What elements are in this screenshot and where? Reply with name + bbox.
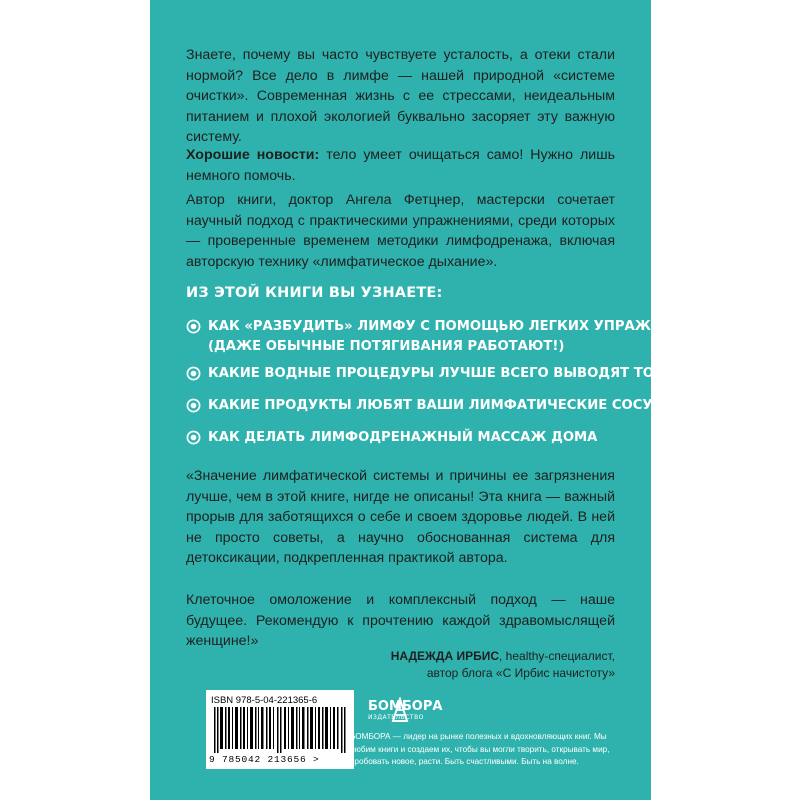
learn-heading: ИЗ ЭТОЙ КНИГИ ВЫ УЗНАЕТЕ: xyxy=(186,285,443,301)
isbn-text: ISBN 978-5-04-221365-6 xyxy=(211,695,318,706)
review-quote-2: Клеточное омоложение и комплексный подход — наше будущее. Рекомендую к прочтению каждой здравомыслящей женщине!» xyxy=(186,592,615,649)
review-author-blog: автор блога «С Ирбис начистоту» xyxy=(426,666,615,680)
barcode-bars xyxy=(214,707,346,753)
learn-item xyxy=(186,364,710,384)
book-back-cover xyxy=(150,0,711,800)
learn-item-text: КАК «РАЗБУДИТЬ» ЛИМФУ С ПОМОЩЬЮ ЛЕГКИХ УПРАЖНЕНИЙ xyxy=(208,319,704,334)
learn-item-text: КАКИЕ ВОДНЫЕ ПРОЦЕДУРЫ ЛУЧШЕ ВСЕГО ВЫВОДЯТ ТОКСИНЫ xyxy=(208,366,711,381)
review-attribution xyxy=(391,648,615,682)
good-news-text: тело умеет очищаться само! Нужно лишь немного помочь. xyxy=(186,147,615,184)
good-news-label: Хорошие новости: xyxy=(186,147,320,163)
circle-target-icon xyxy=(186,430,201,445)
learn-item xyxy=(186,428,597,448)
learn-item-text: КАКИЕ ПРОДУКТЫ ЛЮБЯТ ВАШИ ЛИМФАТИЧЕСКИЕ СОСУДЫ xyxy=(208,398,678,413)
barcode xyxy=(206,690,354,769)
intro-paragraph-3: Автор книги, доктор Ангела Фетцнер, мастерски сочетает научный подход с практическими упражнениями, среди которых — проверенные временем методики лимфодренажа, включая авторскую технику «лимфатическое дыхание». xyxy=(186,192,615,270)
review-author-line xyxy=(391,648,615,665)
learn-item-text: КАК ДЕЛАТЬ ЛИМФОДРЕНАЖНЫЙ МАССАЖ ДОМА xyxy=(208,430,598,445)
publisher-blurb: БОМБОРА — лидер на рынке полезных и вдохновляющих книг. Мы любим книги и создаем их, чтобы вы могли творить, открывать мир, пробовать новое, расти. Быть счастливыми. Быть на волне. xyxy=(350,732,610,766)
intro-paragraph-1: Знаете, почему вы часто чувствуете усталость, а отеки стали нормой? Все дело в лимфе — нашей природной «системе очистки». Современная жизнь с ее стрессами, неидеальным питанием и плохой экологией буквально засоряет эту важную систему. xyxy=(186,47,615,145)
circle-target-icon xyxy=(186,366,201,381)
review-author-role: , healthy-специалист, xyxy=(499,649,615,663)
learn-item-text-line2: (ДАЖЕ ОБЫЧНЫЕ ПОТЯГИВАНИЯ РАБОТАЮТ!) xyxy=(208,339,565,354)
barcode-number: 9 785042 213656 > xyxy=(209,754,320,765)
intro-paragraph-2 xyxy=(186,145,615,186)
review-author: НАДЕЖДА ИРБИС xyxy=(390,649,499,663)
review-quote-1: «Значение лимфатической системы и причины ее загрязнения лучше, чем в этой книге, нигде не описаны! Эта книга — важный прорыв для заботящихся о себе и своем здоровье людей. В ней не просто советы, а научно обоснованная система для детоксикации, подкрепленная практикой автора. xyxy=(186,468,615,566)
publisher-logo-text: БОМБОРА xyxy=(368,699,443,714)
circle-target-icon xyxy=(186,319,201,334)
learn-item xyxy=(186,317,704,357)
learn-item xyxy=(186,396,678,416)
publisher-logo-subtitle: ИЗДАТЕЛЬСТВО xyxy=(368,714,424,721)
circle-target-icon xyxy=(186,398,201,413)
